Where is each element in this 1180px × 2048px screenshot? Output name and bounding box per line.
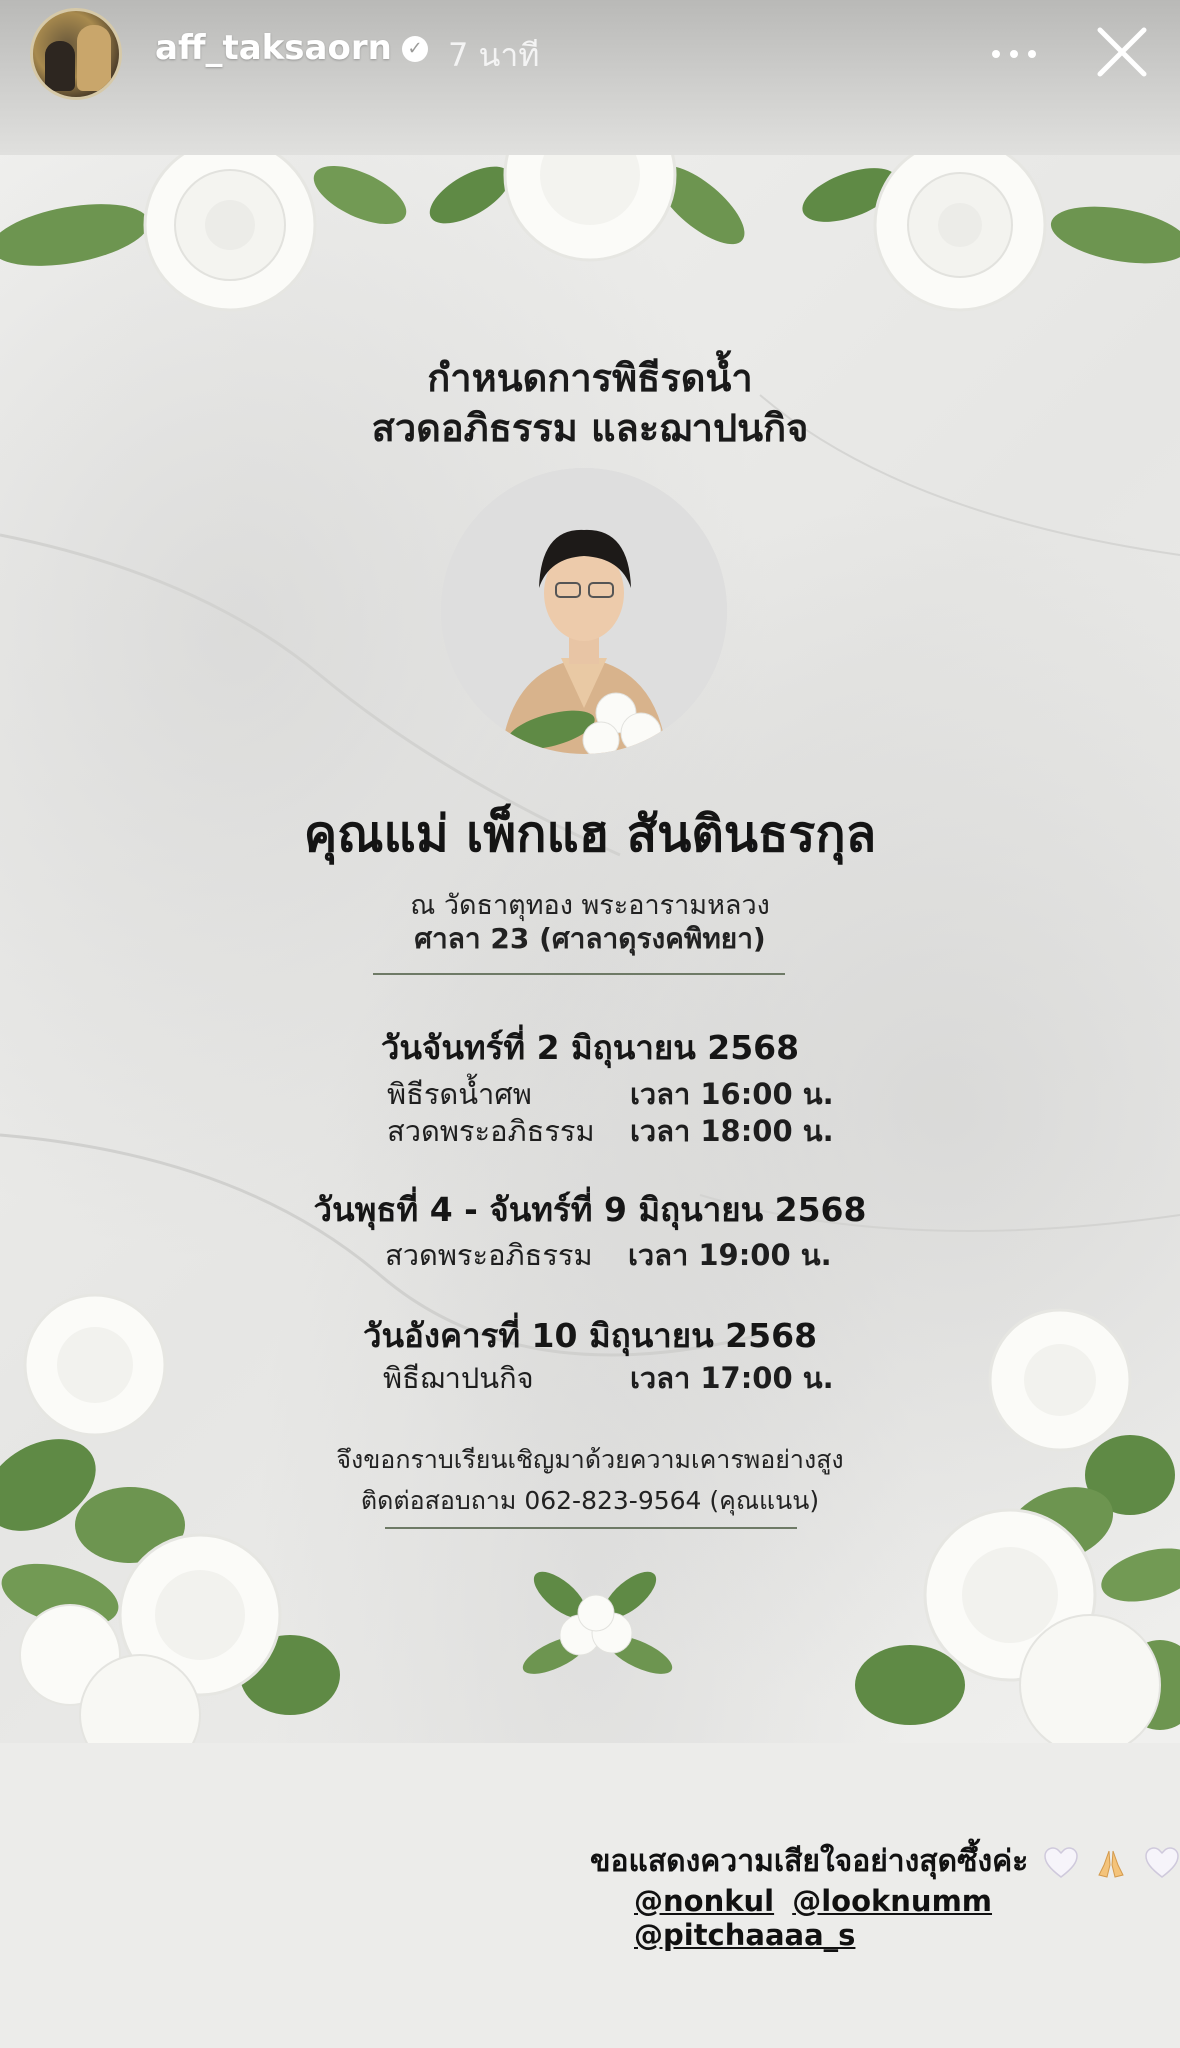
close-icon[interactable] <box>1090 20 1154 84</box>
ceremony-title-line2: สวดอภิธรรม และฌาปนกิจ <box>371 406 809 450</box>
mention-link[interactable]: @pitchaaaa_s <box>634 1918 856 1952</box>
mention-link[interactable]: @nonkul <box>634 1884 775 1918</box>
event-label: พิธีฌาปนกิจ <box>383 1361 534 1395</box>
mention-link[interactable]: @looknumm <box>792 1884 993 1918</box>
divider-top <box>373 973 785 975</box>
username[interactable]: aff_taksaorn <box>155 28 392 68</box>
schedule-date-2: วันพุธที่ 4 - จันทร์ที่ 9 มิถุนายน 2568 <box>313 1190 867 1229</box>
user-avatar[interactable] <box>30 8 122 100</box>
deceased-name: คุณแม่ เพ็กแฮ สันตินธรกุล <box>303 805 877 863</box>
story-header <box>0 0 1180 155</box>
white-heart-icon <box>1043 1847 1079 1879</box>
divider-bottom <box>385 1527 797 1529</box>
verified-badge-icon: ✓ <box>402 36 428 62</box>
event-label: สวดพระอภิธรรม <box>385 1238 593 1272</box>
venue-temple: ณ วัดธาตุทอง พระอารามหลวง <box>410 890 770 921</box>
mention-list <box>634 1884 1180 1952</box>
event-time: เวลา 16:00 น. <box>630 1077 834 1111</box>
schedule-date-3: วันอังคารที่ 10 มิถุนายน 2568 <box>362 1316 818 1355</box>
event-time: เวลา 17:00 น. <box>630 1361 834 1395</box>
story-caption <box>590 1838 1180 1885</box>
more-horizontal-icon[interactable] <box>990 26 1040 56</box>
avatar-figure-1 <box>45 41 75 91</box>
event-label: พิธีรดน้ำศพ <box>387 1077 532 1111</box>
announcement-card <box>0 155 1180 1743</box>
avatar-figure-2 <box>77 25 111 91</box>
caption-text: ขอแสดงความเสียใจอย่างสุดซึ้งค่ะ <box>590 1844 1029 1879</box>
white-heart-icon <box>1144 1847 1180 1879</box>
folded-hands-icon <box>1093 1847 1129 1879</box>
contact-text: ติดต่อสอบถาม 062-823-9564 (คุณแนน) <box>360 1486 820 1515</box>
venue-pavilion: ศาลา 23 (ศาลาดุรงคพิทยา) <box>414 922 766 955</box>
schedule-date-1: วันจันทร์ที่ 2 มิถุนายน 2568 <box>380 1028 800 1067</box>
post-time: 7 นาที <box>448 36 540 74</box>
event-time: เวลา 18:00 น. <box>630 1114 834 1148</box>
memorial-portrait <box>441 468 727 754</box>
event-time: เวลา 19:00 น. <box>628 1238 832 1272</box>
event-label: สวดพระอภิธรรม <box>387 1114 595 1148</box>
ceremony-title-line1: กำหนดการพิธีรดน้ำ <box>427 356 753 400</box>
invitation-text: จึงขอกราบเรียนเชิญมาด้วยความเคารพอย่างสูง <box>336 1445 844 1474</box>
